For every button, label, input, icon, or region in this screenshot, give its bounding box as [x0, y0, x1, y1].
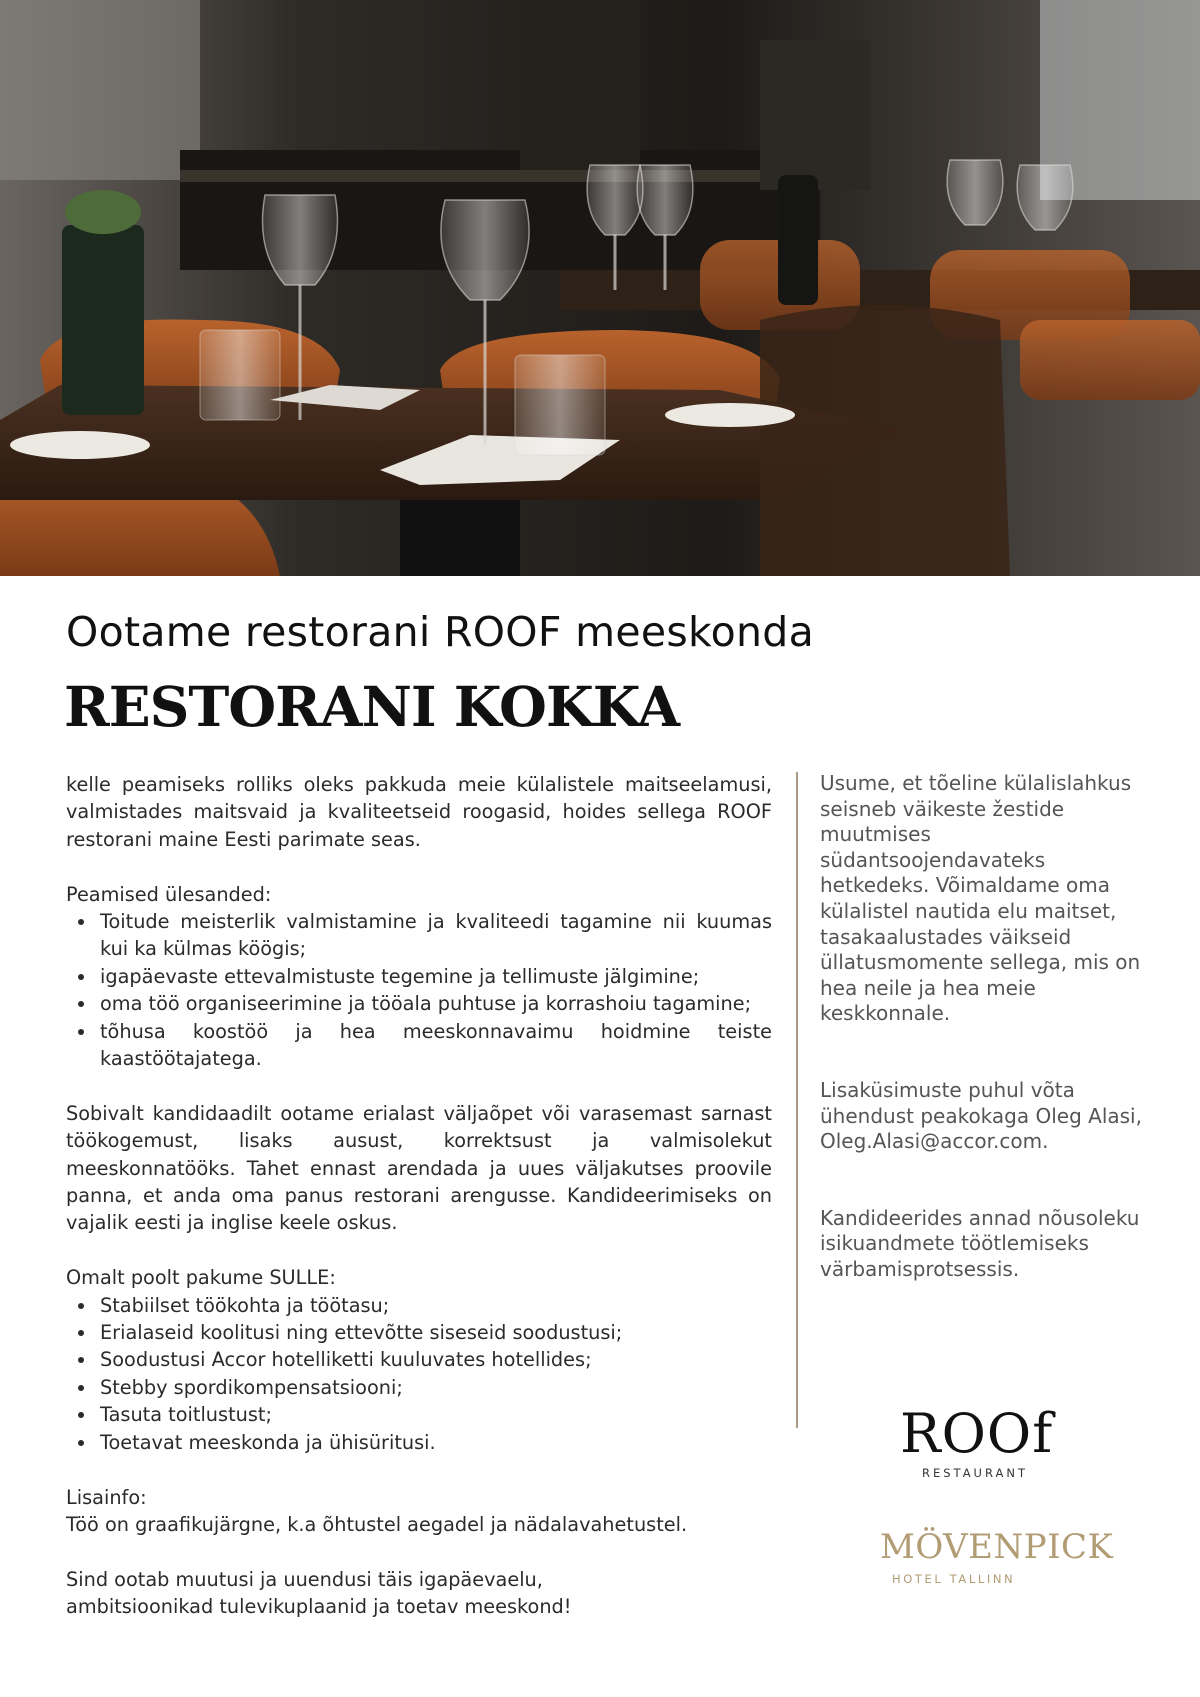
roof-restaurant-logo: [900, 1402, 1054, 1480]
requirements-paragraph: Sobivalt kandidaadilt ootame erialast väljaõpet või varasemast sarnast töökogemust, lisaks ausust, korrektsust ja valmisolekut meeskonnatööks. Tahet ennast arendada ja uues väljakutses proovile panna, et anda oma panus restorani arengusse. Kandideerimiseks on vajalik eesti ja inglise keele oskus.: [66, 1101, 772, 1235]
offer-heading: Omalt poolt pakume SULLE:: [66, 1266, 336, 1290]
movenpick-logo: [880, 1527, 1114, 1586]
list-item: Erialaseid koolitusi ning ettevõtte siseseid soodustusi;: [100, 1319, 772, 1346]
closing-line: ambitsioonikad tulevikuplaanid ja toetav meeskond!: [66, 1595, 572, 1619]
intro-paragraph: kelle peamiseks rolliks oleks pakkuda meie külalistele maitseelamusi, valmistades maitsvaid ja kvaliteetseid roogasid, hoides sellega ROOF restorani maine Eesti parimate seas.: [66, 773, 772, 851]
list-item: tõhusa koostöö ja hea meeskonnavaimu hoidmine teiste kaastöötajatega.: [100, 1018, 772, 1073]
page-subtitle: Ootame restorani ROOF meeskonda: [66, 608, 815, 656]
list-item: Soodustusi Accor hotelliketti kuuluvates hotellides;: [100, 1346, 772, 1373]
movenpick-logo-wordmark: MÖVENPICK: [880, 1527, 1114, 1567]
info-heading: Lisainfo:: [66, 1485, 147, 1509]
roof-logo-wordmark: ROOf: [900, 1402, 1054, 1465]
movenpick-logo-subtitle: HOTEL TALLINN: [892, 1572, 1016, 1586]
list-item: Tasuta toitlustust;: [100, 1401, 772, 1428]
tasks-list: [66, 908, 772, 1072]
roof-logo-subtitle: RESTAURANT: [922, 1466, 1028, 1480]
list-item: oma töö organiseerimine ja tööala puhtuse ja korrashoiu tagamine;: [100, 990, 772, 1017]
restaurant-interior-photo: [0, 0, 1200, 576]
info-text: Töö on graafikujärgne, k.a õhtustel aegadel ja nädalavahetustel.: [66, 1512, 688, 1536]
side-column: [820, 771, 1150, 1283]
list-item: igapäevaste ettevalmistuste tegemine ja tellimuste jälgimine;: [100, 963, 772, 990]
hero-photo: [0, 0, 1200, 576]
philosophy-paragraph: Usume, et tõeline külalislahkus seisneb väikeste žestide muutmises südantsoojendavateks hetkedeks. Võimaldame oma külalistel nautida elu maitset, tasakaalustades väikseid üllatusmomente sellega, mis on hea neile ja hea meie keskkonnale.: [820, 771, 1141, 1026]
closing-line: Sind ootab muutusi ja uuendusi täis igapäevaelu,: [66, 1567, 543, 1591]
consent-paragraph: Kandideerides annad nõusoleku isikuandmete töötlemiseks värbamisprotsessis.: [820, 1205, 1140, 1281]
main-column: [66, 771, 772, 1621]
list-item: Toitude meisterlik valmistamine ja kvaliteedi tagamine nii kuumas kui ka külmas köögis;: [100, 908, 772, 963]
list-item: Stabiilset töökohta ja töötasu;: [100, 1292, 772, 1319]
list-item: Stebby spordikompensatsiooni;: [100, 1374, 772, 1401]
offer-list: [66, 1292, 772, 1456]
list-item: Toetavat meeskonda ja ühisüritusi.: [100, 1429, 772, 1456]
page-title: RESTORANI KOKKA: [64, 674, 680, 739]
contact-paragraph: Lisaküsimuste puhul võta ühendust peakokaga Oleg Alasi, Oleg.Alasi@accor.com.: [820, 1077, 1142, 1154]
tasks-heading: Peamised ülesanded:: [66, 882, 272, 906]
column-divider: [796, 772, 798, 1428]
